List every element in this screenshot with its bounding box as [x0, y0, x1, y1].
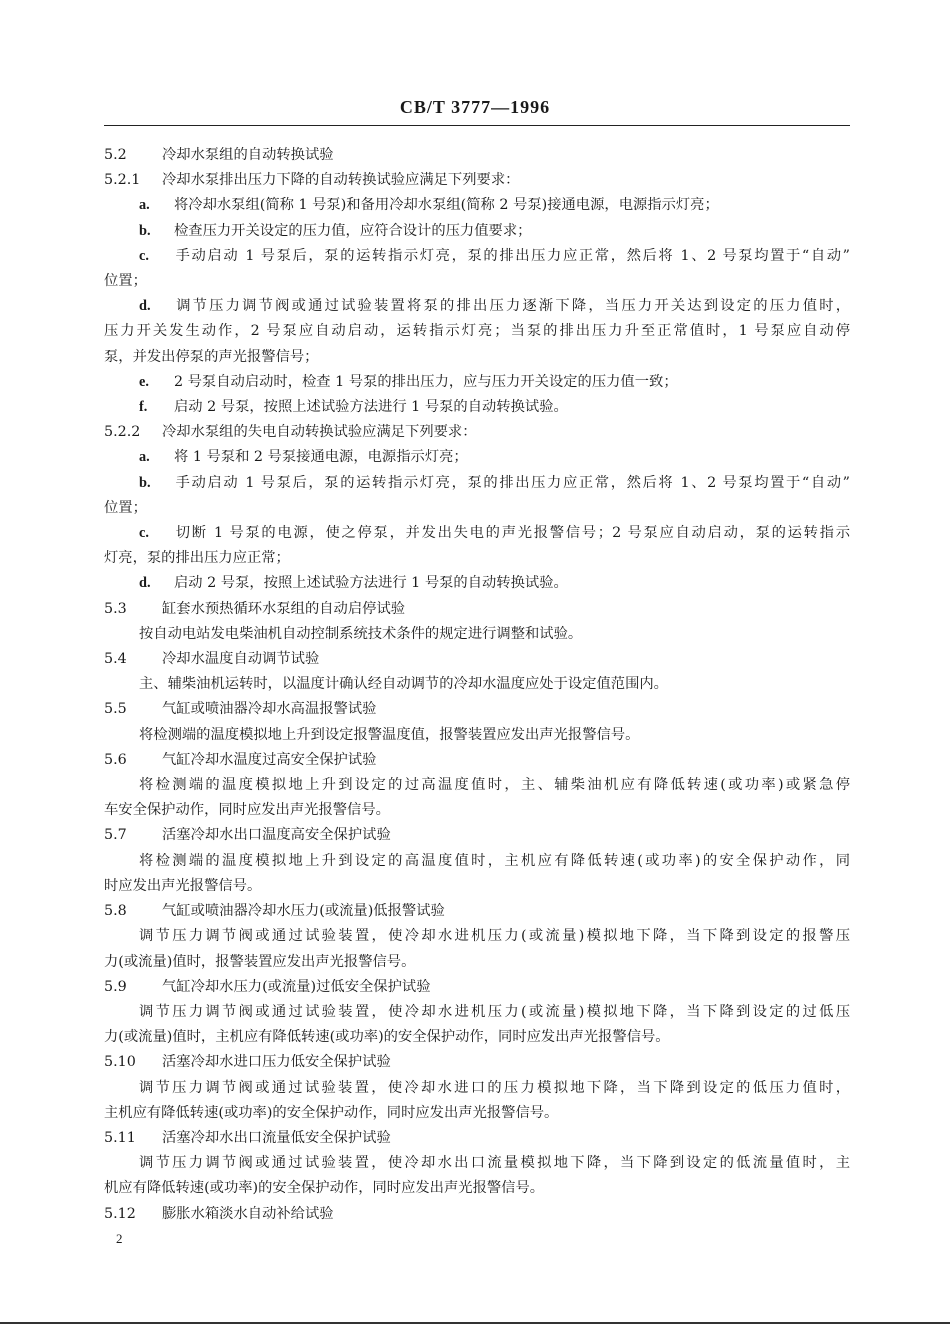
continuation-line: 时应发出声光报警信号。 [104, 877, 262, 894]
section-title: 气缸或喷油器冷却水高温报警试验 [162, 701, 377, 718]
paragraph-line: 调节压力调节阀或通过试验装置，使冷却水进口的压力模拟地下降，当下降到设定的低压力值时， [139, 1079, 850, 1096]
continuation-line: 车安全保护动作，同时应发出声光报警信号。 [104, 802, 390, 819]
section-heading [104, 143, 850, 168]
header-rule [104, 125, 850, 126]
section-title: 冷却水泵组的自动转换试验 [162, 147, 334, 163]
paragraph-line: 主、辅柴油机运转时，以温度计确认经自动调节的冷却水温度应处于设定值范围内。 [139, 676, 668, 693]
list-item [104, 294, 850, 319]
section-title: 冷却水温度自动调节试验 [162, 651, 320, 668]
item-text: 切断 1 号泵的电源，使之停泵，并发出失电的声光报警信号；2 号泵应自动启动，泵的运转指示 [174, 525, 850, 542]
item-label: d. [139, 298, 151, 315]
body-text [104, 143, 850, 1227]
list-item [104, 445, 850, 470]
section-heading [104, 168, 850, 193]
list-item [104, 521, 850, 546]
item-text: 启动 2 号泵，按照上述试验方法进行 1 号泵的自动转换试验。 [174, 575, 568, 592]
item-label: a. [139, 197, 150, 214]
continuation-line: 力(或流量)值时，报警装置应发出声光报警信号。 [104, 953, 416, 970]
item-text: 启动 2 号泵，按照上述试验方法进行 1 号泵的自动转换试验。 [174, 399, 568, 416]
item-label: b. [139, 222, 151, 239]
item-text: 2 号泵自动启动时，检查 1 号泵的排出压力，应与压力开关设定的压力值一致； [174, 373, 678, 390]
item-label: c. [139, 525, 149, 542]
section-title: 膨胀水箱淡水自动补给试验 [162, 1205, 334, 1222]
continuation-line: 机应有降低转速(或功率)的安全保护动作，同时应发出声光报警信号。 [104, 1180, 545, 1197]
list-item [104, 193, 850, 218]
list-item [104, 571, 850, 596]
section-title: 活塞冷却水出口温度高安全保护试验 [162, 827, 391, 844]
section-heading [104, 975, 850, 1000]
section-number: 5.7 [104, 827, 127, 844]
section-heading [104, 697, 850, 722]
section-number: 5.10 [104, 1054, 136, 1071]
paragraph-line: 将检测端的温度模拟地上升到设定报警温度值，报警装置应发出声光报警信号。 [139, 726, 640, 743]
item-label: a. [139, 449, 150, 466]
section-title: 气缸冷却水压力(或流量)过低安全保护试验 [162, 978, 431, 995]
section-number: 5.9 [104, 978, 127, 995]
item-label: b. [139, 474, 151, 491]
section-number: 5.2.2 [104, 424, 141, 441]
continuation-line: 压力开关发生动作，2 号泵应自动启动，运转指示灯亮；当泵的排出压力升至正常值时，1 号泵应自动停 [104, 323, 850, 340]
section-number: 5.3 [104, 600, 127, 617]
item-text: 手动启动 1 号泵后，泵的运转指示灯亮，泵的排出压力应正常，然后将 1、2 号泵均置于“自动” [174, 247, 850, 264]
section-heading [104, 899, 850, 924]
section-number: 5.8 [104, 903, 127, 920]
section-number: 5.2 [104, 147, 127, 163]
section-title: 冷却水泵排出压力下降的自动转换试验应满足下列要求： [162, 172, 520, 189]
section-number: 5.2.1 [104, 172, 141, 189]
continuation-line: 位置； [104, 273, 147, 290]
section-heading [104, 597, 850, 622]
section-heading [104, 1126, 850, 1151]
section-title: 冷却水泵组的失电自动转换试验应满足下列要求： [162, 424, 477, 441]
item-label: d. [139, 575, 151, 592]
section-title: 气缸或喷油器冷却水压力(或流量)低报警试验 [162, 903, 445, 920]
list-item [104, 244, 850, 269]
list-item [104, 395, 850, 420]
section-title: 活塞冷却水出口流量低安全保护试验 [162, 1129, 391, 1146]
paragraph-line: 将检测端的温度模拟地上升到设定的过高温度值时，主、辅柴油机应有降低转速(或功率)或紧急停 [139, 777, 850, 794]
paragraph-line: 调节压力调节阀或通过试验装置，使冷却水出口流量模拟地下降，当下降到设定的低流量值时，主 [139, 1155, 850, 1172]
section-heading [104, 1050, 850, 1075]
page-number: 2 [116, 1231, 123, 1246]
list-item [104, 471, 850, 496]
item-label: e. [139, 373, 149, 390]
section-number: 5.12 [104, 1205, 136, 1222]
item-label: c. [139, 247, 149, 264]
continuation-line: 主机应有降低转速(或功率)的安全保护动作，同时应发出声光报警信号。 [104, 1104, 559, 1121]
standard-code-header: CB/T 3777—1996 [399, 97, 551, 117]
section-heading [104, 647, 850, 672]
item-text: 手动启动 1 号泵后，泵的运转指示灯亮，泵的排出压力应正常，然后将 1、2 号泵均置于“自动” [174, 474, 850, 491]
item-text: 调节压力调节阀或通过试验装置将泵的排出压力逐渐下降，当压力开关达到设定的压力值时， [174, 298, 850, 315]
item-label: f. [139, 399, 148, 416]
paragraph-line: 将检测端的温度模拟地上升到设定的高温度值时，主机应有降低转速(或功率)的安全保护动作，同 [139, 852, 850, 869]
bottom-rule [0, 1322, 950, 1324]
list-item [104, 370, 850, 395]
section-heading [104, 748, 850, 773]
item-text: 将冷却水泵组(简称 1 号泵)和备用冷却水泵组(简称 2 号泵)接通电源，电源指示灯亮； [174, 197, 719, 214]
section-heading [104, 1202, 850, 1227]
section-number: 5.4 [104, 651, 127, 668]
paragraph-line: 按自动电站发电柴油机自动控制系统技术条件的规定进行调整和试验。 [139, 625, 583, 642]
section-title: 气缸冷却水温度过高安全保护试验 [162, 751, 377, 768]
paragraph-line: 调节压力调节阀或通过试验装置，使冷却水进机压力(或流量)模拟地下降，当下降到设定的过低压 [139, 1003, 850, 1020]
section-number: 5.11 [104, 1129, 136, 1146]
continuation-line: 位置； [104, 499, 147, 516]
section-title: 缸套水预热循环水泵组的自动启停试验 [162, 600, 406, 617]
paragraph-line: 调节压力调节阀或通过试验装置，使冷却水进机压力(或流量)模拟地下降，当下降到设定的报警压 [139, 928, 850, 945]
continuation-line: 泵，并发出停泵的声光报警信号； [104, 348, 319, 365]
item-text: 检查压力开关设定的压力值，应符合设计的压力值要求； [174, 222, 532, 239]
section-number: 5.6 [104, 751, 127, 768]
item-text: 将 1 号泵和 2 号泵接通电源，电源指示灯亮； [174, 449, 468, 466]
continuation-line: 灯亮，泵的排出压力应正常； [104, 550, 290, 567]
continuation-line: 力(或流量)值时，主机应有降低转速(或功率)的安全保护动作，同时应发出声光报警信号。 [104, 1029, 670, 1046]
section-number: 5.5 [104, 701, 127, 718]
list-item [104, 219, 850, 244]
section-heading [104, 420, 850, 445]
section-title: 活塞冷却水进口压力低安全保护试验 [162, 1054, 391, 1071]
section-heading [104, 823, 850, 848]
